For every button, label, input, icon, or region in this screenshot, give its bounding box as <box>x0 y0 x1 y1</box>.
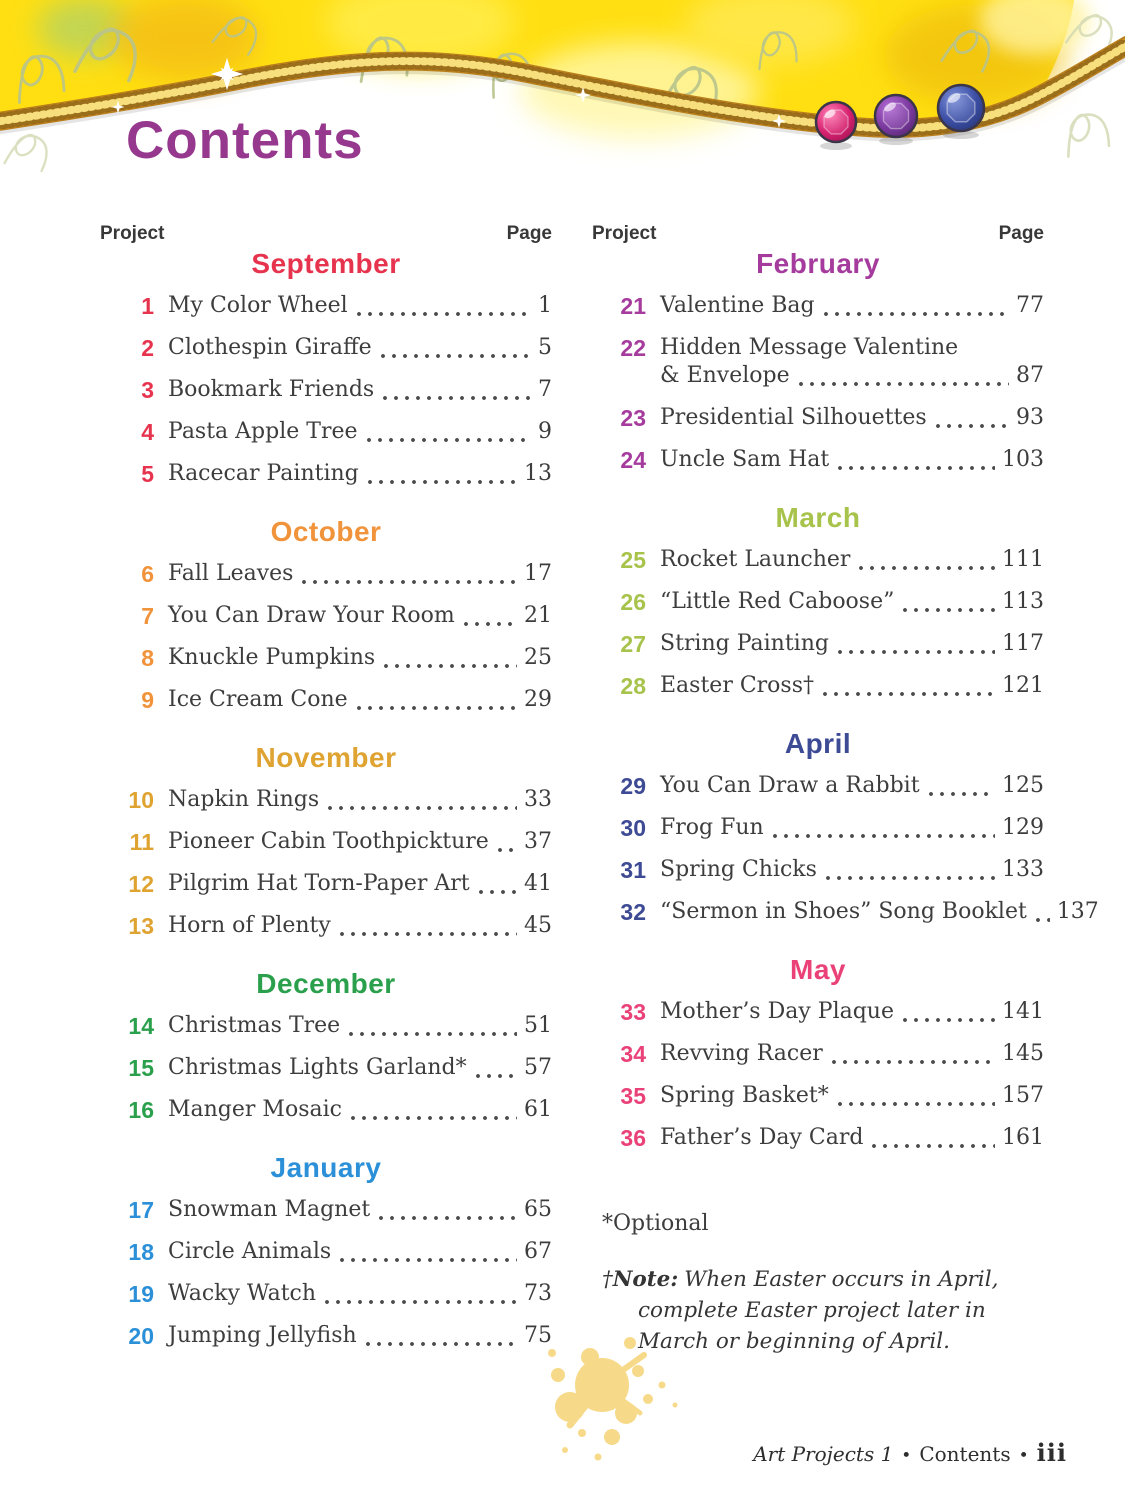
month-header: May <box>790 954 846 985</box>
column-left <box>100 222 552 1364</box>
toc-row <box>100 686 552 714</box>
project-title: & Envelope <box>660 363 790 388</box>
page-number: 157 <box>1002 1083 1044 1108</box>
month-header: March <box>775 502 861 533</box>
dot-leader <box>464 622 517 626</box>
project-title: Knuckle Pumpkins <box>168 645 376 670</box>
left-sections <box>100 246 552 1350</box>
toc-row <box>592 1040 1044 1068</box>
project-number: 28 <box>620 673 646 699</box>
page-number: 29 <box>524 687 552 712</box>
project-number: 33 <box>620 999 646 1025</box>
project-number: 12 <box>128 871 154 897</box>
project-number: 29 <box>620 773 646 799</box>
dot-leader <box>476 1074 517 1078</box>
dot-leader <box>838 466 995 470</box>
dot-leader <box>832 1060 995 1064</box>
project-number: 20 <box>128 1323 154 1349</box>
page-number: 41 <box>524 871 552 896</box>
toc-row <box>100 912 552 940</box>
project-title: String Painting <box>660 631 829 656</box>
project-column-header: Project <box>592 223 657 244</box>
toc-row <box>592 292 1044 320</box>
page-number: 61 <box>524 1097 552 1122</box>
toc-row <box>592 446 1044 474</box>
project-title: Horn of Plenty <box>168 913 331 938</box>
project-title: Mother’s Day Plaque <box>660 999 894 1024</box>
project-title: Valentine Bag <box>660 293 815 318</box>
page-number: 121 <box>1002 673 1044 698</box>
dot-leader <box>368 480 517 484</box>
project-number: 1 <box>141 293 154 319</box>
pink-gem-icon <box>816 102 856 150</box>
project-list <box>100 292 552 488</box>
page-number: 25 <box>524 645 552 670</box>
project-number: 2 <box>141 335 154 361</box>
project-title: Wacky Watch <box>168 1281 317 1306</box>
toc-row <box>592 898 1099 926</box>
toc-row <box>100 1012 552 1040</box>
paint-splat-icon <box>540 1325 680 1465</box>
project-number: 36 <box>620 1125 646 1151</box>
page-number: 17 <box>524 561 552 586</box>
dot-leader <box>936 424 1009 428</box>
dot-leader <box>498 848 517 852</box>
project-list <box>592 772 1099 926</box>
toc-row <box>100 1238 552 1266</box>
column-right <box>592 222 1099 1357</box>
project-title: Pasta Apple Tree <box>168 419 358 444</box>
dot-leader <box>367 438 531 442</box>
dot-leader <box>384 664 517 668</box>
page-number: 113 <box>1002 589 1044 614</box>
note-label: Note: <box>612 1267 679 1292</box>
dot-leader <box>872 1144 995 1148</box>
page-number: 21 <box>524 603 552 628</box>
project-title: “Little Red Caboose” <box>660 589 895 614</box>
toc-row <box>592 814 1044 842</box>
project-title: Snowman Magnet <box>168 1197 371 1222</box>
page-number: 111 <box>1002 547 1044 572</box>
month-section-december <box>100 966 552 1124</box>
project-title: Bookmark Friends <box>168 377 375 402</box>
page-number: 37 <box>524 829 552 854</box>
project-number: 15 <box>128 1055 154 1081</box>
toc-row <box>100 1054 552 1082</box>
toc-row <box>100 828 552 856</box>
note-text: When Easter occurs in April, complete Easter project later in March or beginning of April. <box>638 1267 999 1354</box>
page-title: Contents <box>126 111 364 170</box>
project-number: 18 <box>128 1239 154 1265</box>
toc-row <box>100 418 552 446</box>
column-headers-left <box>100 222 552 246</box>
toc-row <box>100 460 552 488</box>
dot-leader <box>340 932 517 936</box>
project-number: 5 <box>141 461 154 487</box>
folio-page-number: iii <box>1036 1438 1067 1467</box>
dot-leader <box>903 608 995 612</box>
project-title: Spring Basket* <box>660 1083 829 1108</box>
dot-leader <box>1036 918 1050 922</box>
project-title: Uncle Sam Hat <box>660 447 830 472</box>
month-section-january <box>100 1150 552 1350</box>
project-number: 34 <box>620 1041 646 1067</box>
month-header: January <box>270 1152 382 1183</box>
project-list <box>100 1196 552 1350</box>
page-column-header: Page <box>998 223 1044 244</box>
toc-row <box>100 334 552 362</box>
project-list <box>592 546 1044 700</box>
dot-leader <box>325 1300 517 1304</box>
dot-leader <box>838 1102 995 1106</box>
page-number: 1 <box>538 293 552 318</box>
page-number: 137 <box>1056 899 1099 924</box>
page-number: 161 <box>1002 1125 1044 1150</box>
month-header: November <box>255 742 397 773</box>
page-footer <box>753 1440 1067 1469</box>
project-number: 8 <box>141 645 154 671</box>
month-header: December <box>256 968 396 999</box>
month-section-april <box>592 726 1099 926</box>
month-header: September <box>251 248 401 279</box>
project-number: 22 <box>620 335 646 361</box>
month-header: October <box>270 516 382 547</box>
page-number: 125 <box>1002 773 1044 798</box>
project-title: Pilgrim Hat Torn-Paper Art <box>168 871 470 896</box>
toc-row <box>100 1322 552 1350</box>
project-number: 26 <box>620 589 646 615</box>
toc-row <box>100 1096 552 1124</box>
toc-row <box>592 630 1044 658</box>
page-number: 77 <box>1016 293 1044 318</box>
toc-row <box>592 546 1044 574</box>
dot-leader <box>824 312 1009 316</box>
project-number: 14 <box>128 1013 154 1039</box>
dot-leader <box>340 1258 517 1262</box>
toc-row <box>100 560 552 588</box>
month-section-september <box>100 246 552 488</box>
optional-footnote: *Optional <box>602 1211 709 1236</box>
dot-leader <box>826 876 995 880</box>
page-number: 45 <box>524 913 552 938</box>
toc-row <box>100 292 552 320</box>
toc-row <box>592 334 1044 390</box>
month-section-october <box>100 514 552 714</box>
project-title: Hidden Message Valentine <box>660 335 959 360</box>
project-number: 24 <box>620 447 646 473</box>
book-title: Art Projects 1 <box>753 1442 894 1466</box>
dot-leader <box>823 692 995 696</box>
toc-row <box>100 602 552 630</box>
footer-section: Contents <box>919 1442 1011 1466</box>
dot-leader <box>773 834 995 838</box>
toc-row <box>592 1082 1044 1110</box>
month-section-february <box>592 246 1044 474</box>
dot-leader <box>357 312 531 316</box>
page-number: 65 <box>524 1197 552 1222</box>
project-title: Napkin Rings <box>168 787 320 812</box>
month-header: April <box>784 728 852 759</box>
dot-leader <box>479 890 517 894</box>
project-title: “Sermon in Shoes” Song Booklet <box>660 899 1027 924</box>
footer-bullet: • <box>901 1446 912 1466</box>
dot-leader <box>366 1342 517 1346</box>
project-number: 30 <box>620 815 646 841</box>
project-list <box>100 1012 552 1124</box>
page-number: 87 <box>1016 363 1044 388</box>
project-title: Clothespin Giraffe <box>168 335 372 360</box>
project-column-header: Project <box>100 223 165 244</box>
project-number: 7 <box>141 603 154 629</box>
toc-row <box>100 1280 552 1308</box>
footer-bullet: • <box>1018 1446 1029 1466</box>
dot-leader <box>903 1018 995 1022</box>
page-number: 133 <box>1002 857 1044 882</box>
toc-row <box>592 404 1044 432</box>
project-number: 3 <box>141 377 154 403</box>
project-title: Rocket Launcher <box>660 547 851 572</box>
project-number: 4 <box>141 419 154 445</box>
month-section-november <box>100 740 552 940</box>
page-number: 141 <box>1002 999 1044 1024</box>
dot-leader <box>351 1116 517 1120</box>
dot-leader <box>859 566 995 570</box>
project-title: Easter Cross† <box>660 673 815 698</box>
toc-row <box>100 644 552 672</box>
project-title: Manger Mosaic <box>168 1097 342 1122</box>
toc-row <box>592 856 1044 884</box>
project-number: 6 <box>141 561 154 587</box>
toc-row <box>592 998 1044 1026</box>
dot-leader <box>357 706 517 710</box>
page-number: 5 <box>538 335 552 360</box>
dot-leader <box>349 1032 517 1036</box>
project-title: Fall Leaves <box>168 561 294 586</box>
right-sections <box>592 246 1099 1152</box>
dot-leader <box>328 806 517 810</box>
page-number: 117 <box>1002 631 1044 656</box>
project-list <box>100 560 552 714</box>
project-number: 35 <box>620 1083 646 1109</box>
project-title: Racecar Painting <box>168 461 359 486</box>
project-number: 19 <box>128 1281 154 1307</box>
toc-row <box>592 1124 1044 1152</box>
page-number: 93 <box>1016 405 1044 430</box>
project-list <box>592 998 1044 1152</box>
project-title: Pioneer Cabin Toothpickture <box>168 829 489 854</box>
project-number: 32 <box>620 899 646 925</box>
dot-leader <box>379 1216 517 1220</box>
project-title: Father’s Day Card <box>660 1125 864 1150</box>
page-column-header: Page <box>506 223 552 244</box>
page-number: 73 <box>524 1281 552 1306</box>
page-number: 75 <box>524 1323 552 1348</box>
project-title: You Can Draw Your Room <box>168 603 455 628</box>
dot-leader <box>302 580 517 584</box>
page-number: 7 <box>538 377 552 402</box>
toc-row <box>592 588 1044 616</box>
page-number: 13 <box>524 461 552 486</box>
project-title: You Can Draw a Rabbit <box>660 773 920 798</box>
project-number: 21 <box>620 293 646 319</box>
toc-row <box>100 870 552 898</box>
project-number: 23 <box>620 405 646 431</box>
dot-leader <box>838 650 995 654</box>
project-title: Ice Cream Cone <box>168 687 348 712</box>
page-number: 57 <box>524 1055 552 1080</box>
project-title: Christmas Tree <box>168 1013 341 1038</box>
project-number: 11 <box>129 829 154 855</box>
project-number: 9 <box>141 687 154 713</box>
month-section-march <box>592 500 1044 700</box>
project-title: Christmas Lights Garland* <box>168 1055 467 1080</box>
month-section-may <box>592 952 1044 1152</box>
page-number: 103 <box>1002 447 1044 472</box>
project-title: Spring Chicks <box>660 857 817 882</box>
toc-row <box>100 376 552 404</box>
project-title: My Color Wheel <box>168 293 348 318</box>
project-title: Jumping Jellyfish <box>168 1323 357 1348</box>
project-number: 10 <box>128 787 154 813</box>
toc-row <box>592 672 1044 700</box>
column-headers-right <box>592 222 1044 246</box>
project-list <box>100 786 552 940</box>
page-number: 67 <box>524 1239 552 1264</box>
project-number: 27 <box>620 631 646 657</box>
project-title: Frog Fun <box>660 815 764 840</box>
page-number: 33 <box>524 787 552 812</box>
dot-leader <box>799 382 1009 386</box>
project-number: 16 <box>128 1097 154 1123</box>
page-number: 129 <box>1002 815 1044 840</box>
project-title: Presidential Silhouettes <box>660 405 927 430</box>
dot-leader <box>929 792 995 796</box>
toc-row <box>592 772 1044 800</box>
toc-row <box>100 786 552 814</box>
dot-leader <box>383 396 531 400</box>
project-list <box>592 292 1044 474</box>
dagger-symbol: † <box>602 1267 613 1292</box>
project-title: Revving Racer <box>660 1041 823 1066</box>
project-number: 31 <box>620 857 646 883</box>
dot-leader <box>381 354 531 358</box>
page-number: 9 <box>538 419 552 444</box>
page-number: 145 <box>1002 1041 1044 1066</box>
project-number: 13 <box>128 913 154 939</box>
project-number: 17 <box>128 1197 154 1223</box>
month-header: February <box>756 248 880 279</box>
project-title: Circle Animals <box>168 1239 332 1264</box>
project-number: 25 <box>620 547 646 573</box>
toc-row <box>100 1196 552 1224</box>
page-number: 51 <box>524 1013 552 1038</box>
